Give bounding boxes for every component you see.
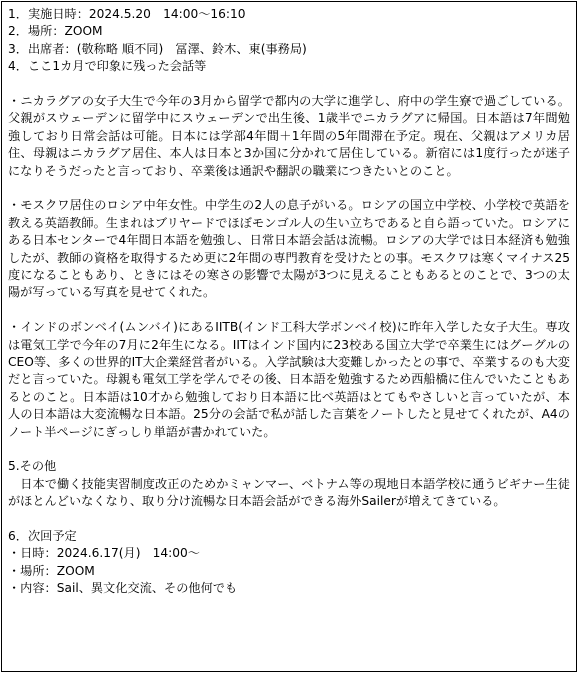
item-place: 2．場所：ZOOM [8,24,103,39]
item-attendees: 3．出席者：(敬称略 順不同) 冨澤、鈴木、東(事務局) [8,41,307,56]
conversation-moscow: ・モスクワ居住のロシア中年女性。中学生の2人の息子がいる。ロシアの国立中学校、小学校で英語を教える英語教師。生まれはブリヤードでほぼモンゴル人の生い立ちであると自ら語っていた。ロシアにある日本センターで4年間日本語を勉強し、日常日本語会話は流暢。ロシアの大学では日本経済も勉強したが、教師の資格を取得するため更に2年間の専門教育を受けたとの事。モスクワは寒くマイナス25度になることもあり、ときにはその寒さの影響で太陽が3つに見えることもあるとのことで、3つの太陽が写っている写真を見せてくれた。 [8,198,570,300]
next-content: ・内容：Sail、異文化交流、その他何でも [8,581,238,596]
spacer [8,76,570,93]
other-text: 日本で働く技能実習制度改正のためかミャンマー、ベトナム等の現地日本語学校に通うビギナー生徒がほとんどいなくなり、取り分け流暢な日本語会話ができる海外Sailerが増えてきている。 [8,476,570,509]
conversation-india: ・インドのボンベイ(ムンバイ)にあるIITB(インド工科大学ボンベイ校)に昨年入学した女子大生。専攻は電気工学で今年の7月に2年生になる。IITはインド国内に23校ある国立大学で卒業生にはグーグルのCEO等、多くの世界的IT大企業経営者がいる。入学試験は大変難しかったとの事で、卒業するのも大変だと言っていた。母親も電気工学を学んでその後、日本語を勉強するため西船橋に住んでいたこともあるとのこと。日本語は10才から勉強しており日本語に比べ英語はとてもやさしいと言っていたが、本人の日本語は大変流暢な日本語。25分の会話で私が話した言葉をノートしたと見せてくれたが、A4のノート半ページにぎっしり単語が書かれていた。 [8,320,570,439]
spacer [8,180,570,197]
next-date: ・日時：2024.6.17(月) 14:00～ [8,546,200,561]
conversation-nicaragua: ・ニカラグアの女子大生で今年の3月から留学で都内の大学に進学し、府中の学生寮で過ごしている。父親がスウェーデンに留学中にスウェーデンで出生後、1歳半でニカラグアに帰国。日本語は7年間勉強しており日常会話は可能。日本には学部4年間＋1年間の5年間滞在予定。現在、父親はアメリカ居住、母親はニカラグア居住、本人は日本と3か国に分かれて居住している。新宿には1度行ったが迷子になりそうだったと言っており、卒業後は通訳や翻訳の職業につきたいとのこと。 [8,93,570,178]
next-heading: 6．次回予定 [8,529,77,544]
item-date: 1．実施日時：2024.5.20 14:00～16:10 [8,7,246,21]
spacer [8,511,570,528]
document-body [1,1,577,672]
spacer [8,441,570,458]
other-heading: 5.その他 [8,459,57,474]
next-place: ・場所：ZOOM [8,563,95,578]
item-topic-heading: 4．ここ1カ月で印象に残った会話等 [8,59,207,74]
spacer [8,302,570,319]
